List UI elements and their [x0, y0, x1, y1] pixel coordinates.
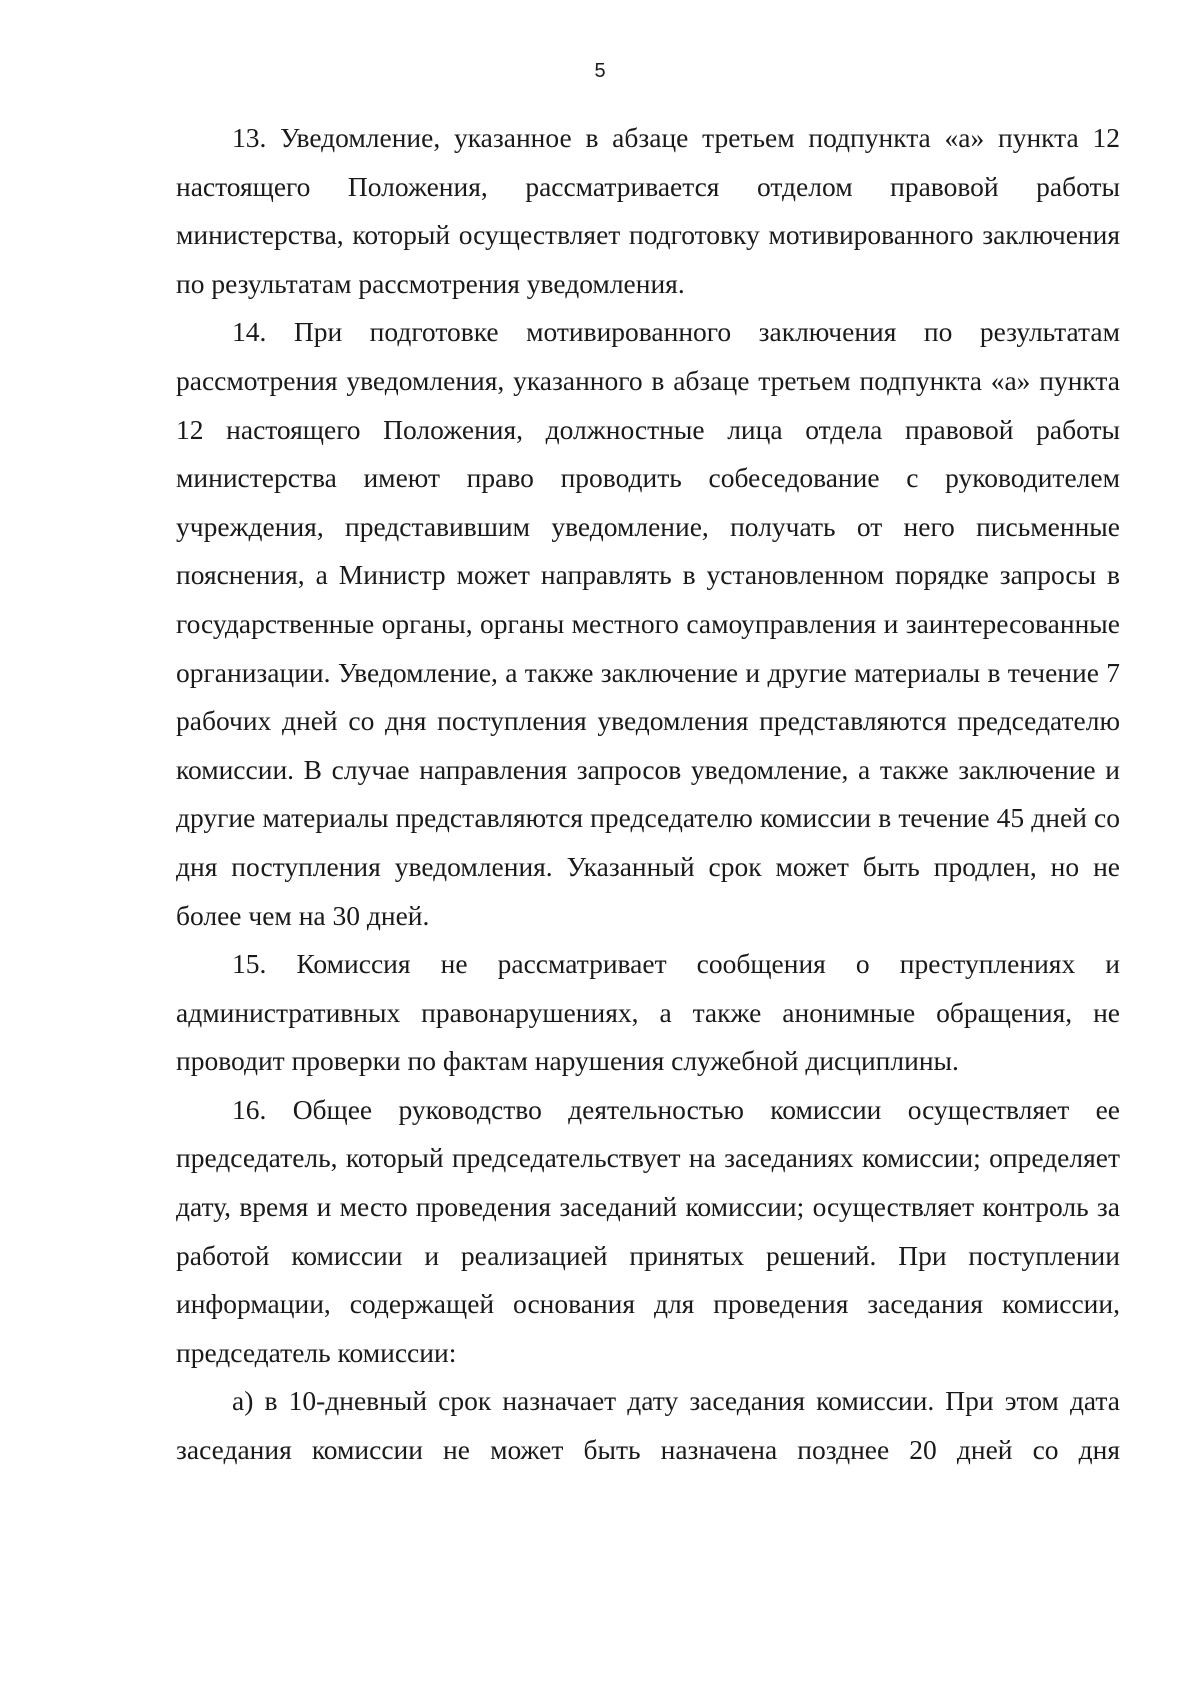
- paragraph-14: 14. При подготовке мотивированного заключения по результатам рассмотрения уведомления, указанного в абзаце третьем подпункта «а» пункта 12 настоящего Положения, должностные лица отдела правовой работы министерства имеют право проводить собеседование с руководителем учреждения, представившим уведомление, получать от него письменные пояснения, а Министр может направлять в установленном порядке запросы в государственные органы, органы местного самоуправления и заинтересованные организации. Уведомление, а также заключение и другие материалы в течение 7 рабочих дней со дня поступления уведомления представляются председателю комиссии. В случае направления запросов уведомление, а также заключение и другие материалы представляются председателю комиссии в течение 45 дней со дня поступления уведомления. Указанный срок может быть продлен, но не более чем на 30 дней.: [176, 316, 1120, 931]
- paragraph-13: 13. Уведомление, указанное в абзаце третьем подпункта «а» пункта 12 настоящего Положения, рассматривается отделом правовой работы министерства, который осуществляет подготовку мотивированного заключения по результатам рассмотрения уведомления.: [176, 122, 1120, 299]
- page-number: 5: [594, 60, 606, 82]
- paragraph-16-a: а) в 10-дневный срок назначает дату заседания комиссии. При этом дата заседания комиссии не может быть назначена позднее 20 дней со дня: [176, 1385, 1120, 1466]
- paragraph-16: 16. Общее руководство деятельностью комиссии осуществляет ее председатель, который председательствует на заседаниях комиссии; определяет дату, время и место проведения заседаний комиссии; осуществляет контроль за работой комиссии и реализацией принятых решений. При поступлении информации, содержащей основания для проведения заседания комиссии, председатель комиссии:: [176, 1093, 1120, 1368]
- document-body: [176, 114, 1120, 1475]
- paragraph-15: 15. Комиссия не рассматривает сообщения о преступлениях и административных правонарушениях, а также анонимные обращения, не проводит проверки по фактам нарушения служебной дисциплины.: [176, 948, 1120, 1077]
